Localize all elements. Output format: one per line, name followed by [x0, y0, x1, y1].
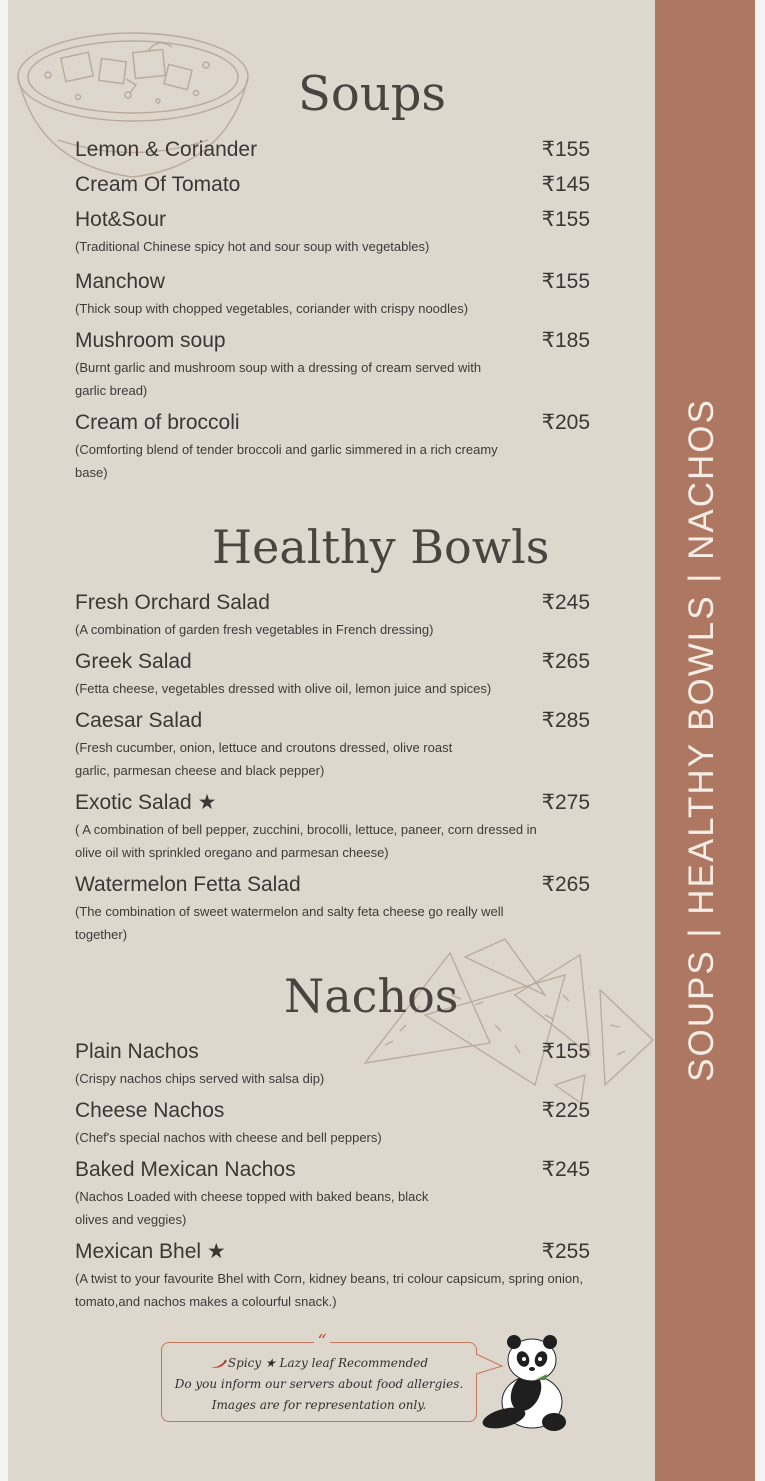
menu-item [75, 873, 595, 946]
item-name: Cream Of Tomato [75, 173, 241, 196]
section-title-soups: Soups [298, 66, 447, 122]
item-description: (The combination of sweet watermelon and salty feta cheese go really well together) [75, 904, 504, 942]
item-description: (A twist to your favourite Bhel with Corn, kidney beans, tri colour capsicum, spring onion, tomato,and nachos makes a colourful snack.) [75, 1271, 583, 1309]
item-price: ₹155 [541, 138, 590, 161]
item-name: Mushroom soup [75, 329, 226, 352]
item-description: (Thick soup with chopped vegetables, coriander with crispy noodles) [75, 301, 469, 316]
item-price: ₹185 [541, 329, 590, 352]
item-description: (Burnt garlic and mushroom soup with a dressing of cream served with garlic bread) [75, 360, 482, 398]
item-price: ₹275 [541, 791, 590, 814]
menu-item [75, 1040, 595, 1090]
quote-icon: “ [314, 1333, 330, 1351]
item-name: Cream of broccoli [75, 411, 240, 434]
item-price: ₹145 [541, 173, 590, 196]
page-right-margin [755, 0, 765, 1481]
item-price: ₹225 [541, 1099, 590, 1122]
legend-box [161, 1331, 477, 1422]
item-price: ₹155 [541, 208, 590, 231]
item-name: Mexican Bhel ★ [75, 1240, 226, 1263]
item-price: ₹255 [541, 1240, 590, 1263]
item-description: ( A combination of bell pepper, zucchini, brocolli, lettuce, paneer, corn dressed in olive oil with sprinkled oregano and parmesan cheese) [75, 822, 537, 860]
item-description: (Fresh cucumber, onion, lettuce and croutons dressed, olive roast garlic, parmesan cheese and black pepper) [75, 740, 453, 778]
menu-item [75, 709, 595, 782]
item-name: Cheese Nachos [75, 1099, 225, 1122]
item-price: ₹155 [541, 1040, 590, 1063]
panda-illustration [480, 1330, 575, 1435]
menu-item [75, 791, 595, 864]
item-name: Caesar Salad [75, 709, 203, 732]
menu-item [75, 1158, 595, 1231]
item-description: (Comforting blend of tender broccoli and garlic simmered in a rich creamy base) [75, 442, 498, 480]
item-name: Plain Nachos [75, 1040, 199, 1063]
item-description: (Chef's special nachos with cheese and bell peppers) [75, 1130, 382, 1145]
item-name: Watermelon Fetta Salad [75, 873, 301, 896]
item-name: Lemon & Coriander [75, 138, 258, 161]
menu-item [75, 173, 595, 197]
item-description: (Traditional Chinese spicy hot and sour soup with vegetables) [75, 239, 430, 254]
section-title-nachos: Nachos [284, 969, 459, 1023]
item-price: ₹155 [541, 270, 590, 293]
side-section-title: SOUPS | HEALTHY BOWLS | NACHOS [682, 398, 721, 1082]
section-title-healthy-bowls: Healthy Bowls [212, 520, 550, 574]
chilli-icon [210, 1359, 228, 1369]
item-price: ₹205 [541, 411, 590, 434]
item-price: ₹265 [541, 650, 590, 673]
item-description: (A combination of garden fresh vegetables in French dressing) [75, 622, 434, 637]
menu-item [75, 591, 595, 641]
item-price: ₹265 [541, 873, 590, 896]
menu-item [75, 1240, 595, 1313]
menu-item [75, 650, 595, 700]
menu-item [75, 329, 595, 402]
menu-item [75, 138, 595, 162]
item-price: ₹245 [541, 591, 590, 614]
item-name: Baked Mexican Nachos [75, 1158, 296, 1181]
item-name: Fresh Orchard Salad [75, 591, 270, 614]
item-price: ₹245 [541, 1158, 590, 1181]
menu-item [75, 208, 595, 258]
menu-item [75, 1099, 595, 1149]
item-name: Greek Salad [75, 650, 192, 673]
menu-item [75, 270, 595, 320]
item-description: (Fetta cheese, vegetables dressed with olive oil, lemon juice and spices) [75, 681, 492, 696]
item-name: Manchow [75, 270, 165, 293]
legend-line [162, 1353, 476, 1374]
item-name: Hot&Sour [75, 208, 167, 231]
item-name: Exotic Salad ★ [75, 791, 217, 814]
allergy-notice: Do you inform our servers about food allergies. [174, 1377, 464, 1391]
legend-key-text: Spicy ★ Lazy leaf Recommended [227, 1356, 429, 1370]
item-price: ₹285 [541, 709, 590, 732]
image-disclaimer: Images are for representation only. [211, 1398, 427, 1412]
item-description: (Nachos Loaded with cheese topped with baked beans, black olives and veggies) [75, 1189, 429, 1227]
menu-item [75, 411, 595, 484]
item-description: (Crispy nachos chips served with salsa dip) [75, 1071, 325, 1086]
page-left-margin [0, 0, 8, 1481]
